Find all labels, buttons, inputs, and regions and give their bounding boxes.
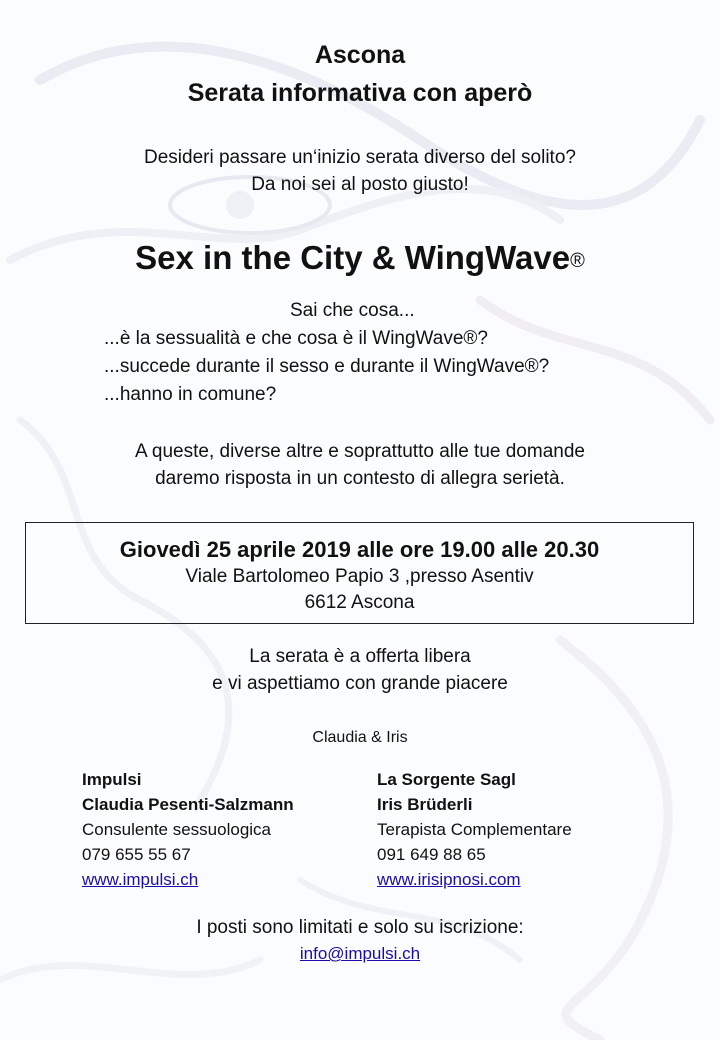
registration-note: I posti sono limitati e solo su iscrizione: [196, 917, 524, 938]
question-item: ...hanno in comune? [104, 384, 277, 405]
contact-left [82, 767, 294, 892]
signature: Claudia & Iris [312, 729, 408, 746]
email-container [0, 942, 720, 966]
website-link[interactable]: www.impulsi.ch [82, 870, 199, 889]
location-heading: Ascona [314, 41, 406, 69]
contact-phone: 091 649 88 65 [377, 845, 486, 864]
email-link[interactable]: info@impulsi.ch [299, 944, 421, 963]
contact-company: Impulsi [82, 770, 142, 789]
event-details-box [25, 522, 694, 624]
answer-line-1: A queste, diverse altre e soprattutto alle tue domande [135, 441, 585, 462]
contact-name: Claudia Pesenti-Salzmann [82, 795, 294, 814]
contact-right [377, 767, 572, 892]
questions-list [104, 297, 549, 409]
intro-line-1: Desideri passare un‘inizio serata diverso del solito? [144, 147, 576, 168]
contact-role: Terapista Complementare [377, 820, 572, 839]
question-intro: Sai che cosa... [290, 300, 415, 321]
event-address: Viale Bartolomeo Papio 3 ,presso Asentiv [185, 566, 534, 587]
question-item: ...è la sessualità e che cosa è il WingWave®? [104, 328, 488, 349]
registered-mark: ® [570, 250, 585, 272]
event-date-time: Giovedì 25 aprile 2019 alle ore 19.00 alle 20.30 [119, 537, 600, 562]
offer-line-2: e vi aspettiamo con grande piacere [212, 673, 508, 694]
contact-name: Iris Brüderli [377, 795, 473, 814]
offer-line-1: La serata è a offerta libera [249, 646, 471, 667]
website-link[interactable]: www.irisipnosi.com [377, 870, 521, 889]
main-title [0, 238, 720, 281]
event-city: 6612 Ascona [304, 592, 415, 613]
contact-company: La Sorgente Sagl [377, 770, 516, 789]
question-item: ...succede durante il sesso e durante il WingWave®? [104, 356, 550, 377]
main-title-text: Sex in the City & WingWave [135, 239, 571, 276]
answer-line-2: daremo risposta in un contesto di allegra serietà. [155, 468, 565, 489]
contact-phone: 079 655 55 67 [82, 845, 191, 864]
event-type-heading: Serata informativa con aperò [187, 79, 533, 107]
intro-line-2: Da noi sei al posto giusto! [251, 174, 469, 195]
contact-role: Consulente sessuologica [82, 820, 272, 839]
